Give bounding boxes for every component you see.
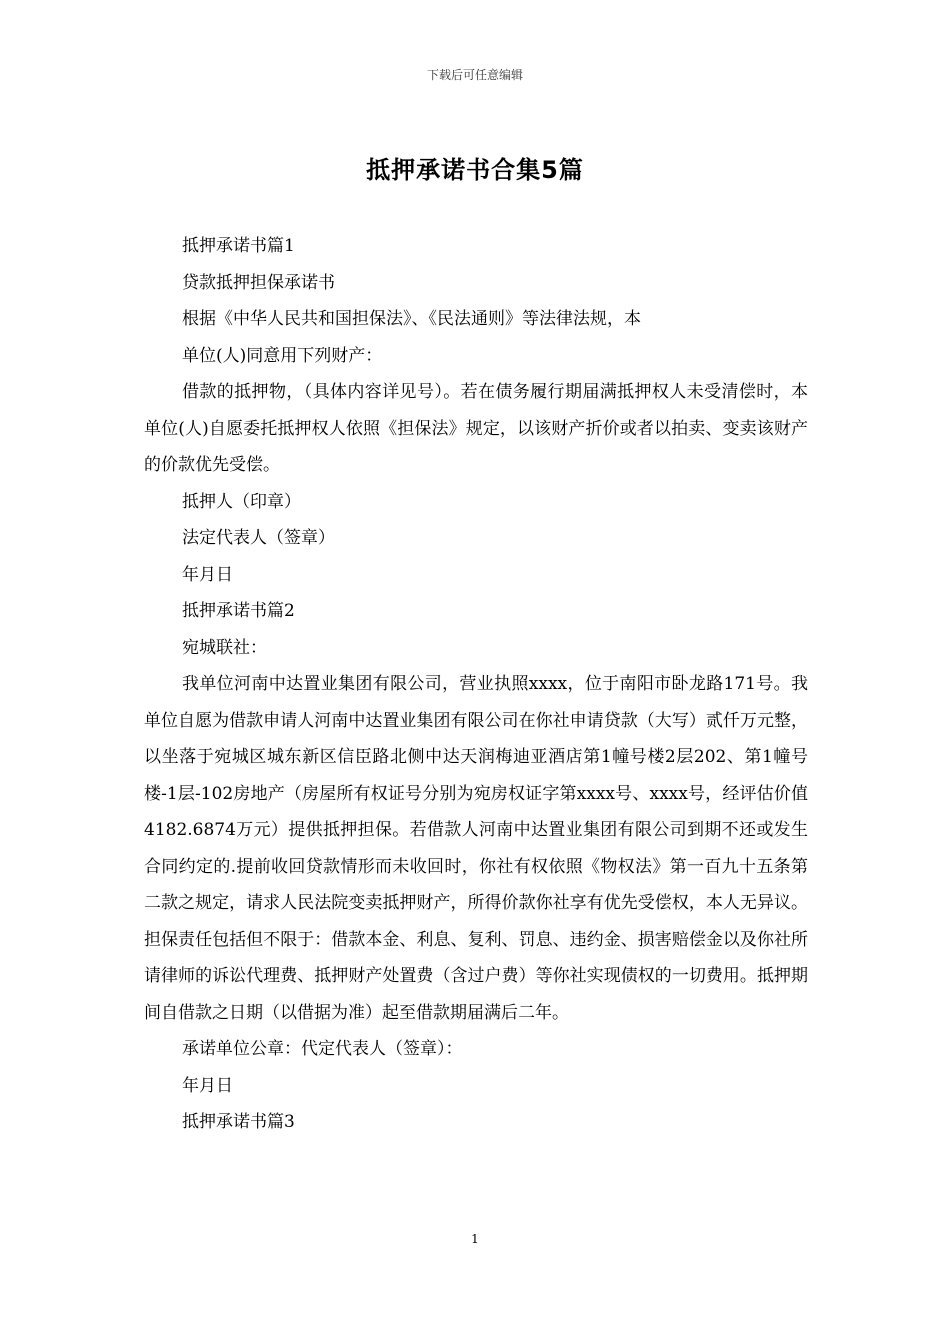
paragraph: 借款的抵押物，（具体内容详见号）。若在债务履行期届满抵押权人未受清偿时，本单位(人)自愿委托抵押权人依照《担保法》规定，以该财产折价或者以拍卖、变卖该财产的价款优先受偿。 xyxy=(144,382,808,475)
date-line: 年月日 xyxy=(182,1075,233,1096)
text-line: 根据《中华人民共和国担保法》、《民法通则》等法律法规，本 xyxy=(182,309,641,329)
addressee-line: 宛城联社： xyxy=(182,637,267,658)
section-heading-2: 抵押承诺书篇2 xyxy=(182,601,295,621)
page-header: 下载后可任意编辑 xyxy=(426,68,523,82)
mortgagor-seal-line: 抵押人（印章） xyxy=(182,491,301,512)
paragraph: 我单位河南中达置业集团有限公司，营业执照xxxx，位于南阳市卧龙路171号。我单位自愿为借款申请人河南中达置业集团有限公司在你社申请贷款（大写）贰仟万元整，以坐落于宛城区城东新区信臣路北侧中达天润梅迪亚酒店第1幢号楼2层202、第1幢号楼-1层-102房地产（房屋所有权证号分别为宛房权证字第xxxx号、xxxx号，经评估价值4182.6874万元）提供抵押担保。若借款人河南中达置业集团有限公司到期不还或发生合同约定的.提前收回贷款情形而未收回时，你社有权依照《物权法》第一百九十五条第二款之规定，请求人民法院变卖抵押财产，所得价款你社享有优先受偿权，本人无异议。担保责任包括但不限于：借款本金、利息、复利、罚息、违约金、损害赔偿金以及你社所请律师的诉讼代理费、抵押财产处置费（含过户费）等你社实现债权的一切费用。抵押期间自借款之日期（以借据为准）起至借款期届满后二年。 xyxy=(144,674,808,1023)
seal-signature-line: 承诺单位公章：代定代表人（签章）： xyxy=(182,1039,463,1059)
document-body xyxy=(144,228,808,1141)
section-heading-3: 抵押承诺书篇3 xyxy=(182,1112,295,1132)
text-line: 单位(人)同意用下列财产： xyxy=(182,345,383,366)
page-number: 1 xyxy=(471,1232,479,1246)
section-heading-1: 抵押承诺书篇1 xyxy=(182,236,295,256)
legal-rep-signature-line: 法定代表人（签章） xyxy=(182,528,335,548)
document-subtitle: 贷款抵押担保承诺书 xyxy=(182,272,335,293)
document-title: 抵押承诺书合集5篇 xyxy=(366,156,584,184)
date-line: 年月日 xyxy=(182,564,233,585)
